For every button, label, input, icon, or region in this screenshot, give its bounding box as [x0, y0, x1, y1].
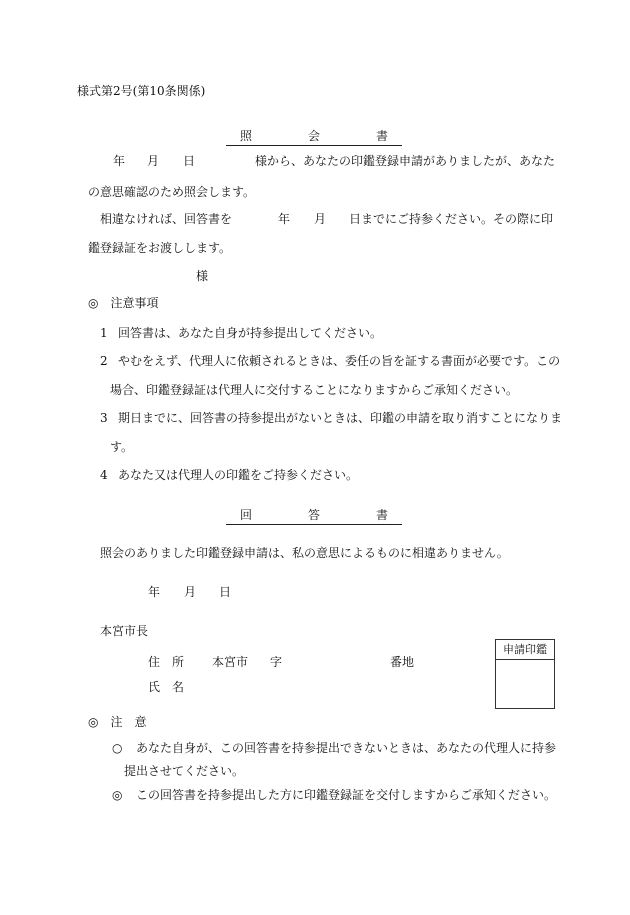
name-label: 氏 名 [148, 680, 185, 694]
reply-title-char: 書 [375, 508, 388, 522]
inquiry-title-char: 照 [240, 129, 253, 143]
reply-date-year: 年 [148, 585, 161, 599]
paragraph-text: 日までにご持参ください。その際に印 [349, 212, 554, 226]
date-month: 月 [147, 154, 160, 168]
note-text: あなた又は代理人の印鑑をご持参ください。 [118, 468, 359, 482]
seal-box-label: 申請印鑑 [496, 640, 554, 660]
reply-date-day: 日 [219, 585, 232, 599]
caution-mark: ◎ [112, 788, 123, 802]
inquiry-title-char: 書 [375, 129, 388, 143]
date-year: 年 [113, 154, 126, 168]
address-banchi: 番地 [390, 655, 415, 669]
reply-title-char: 回 [240, 508, 253, 522]
paragraph-text: 鑑登録証をお渡しします。 [88, 241, 232, 255]
address-label: 住 所 [148, 655, 185, 669]
paragraph-text: の意思確認のため照会します。 [88, 185, 256, 199]
note-number: 1 [100, 326, 108, 340]
seal-box [495, 639, 555, 709]
caution-text: 提出させてください。 [124, 764, 245, 778]
caution-text: あなた自身が、この回答書を持参提出できないときは、あなたの代理人に持参 [136, 741, 557, 755]
address-city: 本宮市 [212, 655, 249, 669]
paragraph-text: 相違なければ、回答書を [100, 212, 233, 226]
note-number: 4 [100, 468, 108, 482]
caution-header: ◎ 注 意 [88, 715, 147, 729]
deadline-month: 月 [314, 212, 327, 226]
note-text: やむをえず、代理人に依頼されるときは、委任の旨を証する書面が必要です。この [118, 354, 561, 368]
note-number: 3 [100, 411, 108, 425]
address-aza: 字 [270, 655, 283, 669]
note-text: 期日までに、回答書の持参提出がないときは、印鑑の申請を取り消すことになりま [118, 411, 563, 425]
note-text: 場合、印鑑登録証は代理人に交付することになりますからご承知ください。 [110, 383, 519, 397]
reply-title-char: 答 [307, 508, 320, 522]
date-day: 日 [183, 154, 196, 168]
caution-mark: ○ [112, 741, 123, 755]
paragraph-text: 様から、あなたの印鑑登録申請がありましたが、あなた [255, 154, 556, 168]
caution-text: この回答書を持参提出した方に印鑑登録証を交付しますからご承知ください。 [136, 788, 557, 802]
inquiry-title [226, 129, 402, 146]
note-text: 回答書は、あなた自身が持参提出してください。 [118, 326, 383, 340]
form-label: 様式第2号(第10条関係) [77, 84, 206, 98]
inquiry-title-char: 会 [307, 129, 320, 143]
reply-title [226, 508, 402, 525]
reply-statement: 照会のありました印鑑登録申請は、私の意思によるものに相違ありません。 [100, 546, 509, 560]
reply-date-month: 月 [184, 585, 197, 599]
mayor-addressee: 本宮市長 [100, 624, 149, 638]
notes-header: ◎ 注意事項 [88, 296, 159, 310]
note-number: 2 [100, 354, 108, 368]
deadline-year: 年 [278, 212, 291, 226]
note-text: す。 [110, 440, 134, 454]
addressee-suffix: 様 [196, 269, 209, 283]
